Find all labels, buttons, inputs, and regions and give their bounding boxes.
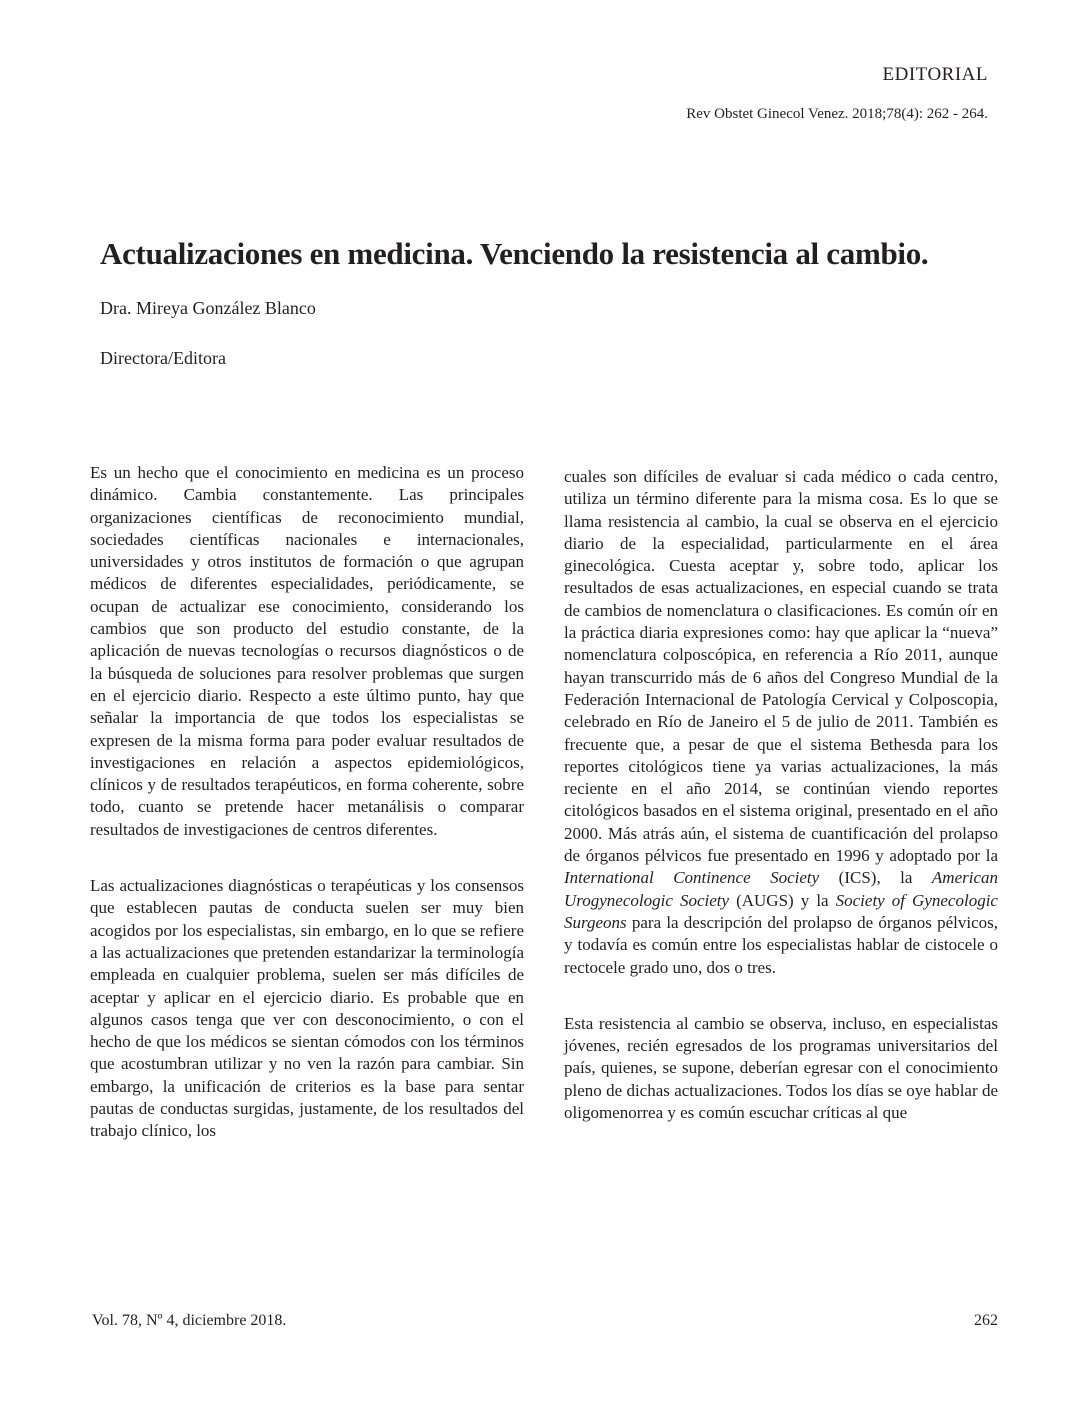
paragraph-text: (AUGS) y la: [729, 890, 836, 910]
organization-name: American Urogynecologic Society: [564, 868, 999, 910]
paragraph: Las actualizaciones diagnósticas o terapéuticas y los consensos que establecen pautas de conducta suelen ser muy bien acogidos por los especialistas, sin embargo, en lo que se refiere a las actualizaciones que pretenden estandarizar la terminología empleada en cualquier problema, suelen ser más difíciles de aceptar y aplicar en el ejercicio diario. Es probable que en algunos casos tenga que ver con desconocimiento, o con el hecho de que los médicos se sientan cómodos con los términos que acostumbran utilizar y no ven la razón para cambiar. Sin embargo, la unificación de criterios es la base para sentar pautas de conductas surgidas, justamente, de los resultados del trabajo clínico, los: [90, 876, 524, 1141]
organization-name: International Continence Society: [564, 868, 820, 888]
article-title: Actualizaciones en medicina. Venciendo la resistencia al cambio.: [100, 236, 929, 271]
paragraph-text: cuales son difíciles de evaluar si cada médico o cada centro, utiliza un término diferente para la misma cosa. Es lo que se llama resistencia al cambio, la cual se observa en el ejercicio diario de la especialidad, particularmente en el área ginecológica. Cuesta aceptar y, sobre todo, aplicar los resultados de esas actualizaciones, en especial cuando se trata de cambios de nomenclatura o clasificaciones. Es común oír en la práctica diaria expresiones como: hay que aplicar la “nueva” nomenclatura colposcópica, en referencia a Río 2011, aunque hayan transcurrido más de 6 años del Congreso Mundial de la Federación Internacional de Patología Cervical y Colposcopia, celebrado en Río de Janeiro el 5 de julio de 2011. También es frecuente que, a pesar de que el sistema Bethesda para los reportes citológicos tiene ya varias actualizaciones, la más reciente en el año 2014, se continúan viendo reportes citológicos basados en el sistema original, presentado en el año 2000. Más atrás aún, el sistema de cuantificación del prolapso de órganos pélvicos fue presentado en 1996 y adoptado por la: [564, 467, 998, 866]
body-column-right: [564, 466, 998, 1124]
paragraph: Esta resistencia al cambio se observa, incluso, en especialistas jóvenes, recién egresados de los programas universitarios del país, quienes, se supone, deberían egresar con el conocimiento pleno de dichas actualizaciones. Todos los días se oye hablar de oligomenorrea y es común escuchar críticas al que: [564, 1013, 998, 1123]
paragraph-text: (ICS), la: [819, 868, 932, 888]
section-label: EDITORIAL: [882, 64, 988, 85]
author-role: Directora/Editora: [100, 348, 226, 368]
paragraph: Es un hecho que el conocimiento en medicina es un proceso dinámico. Cambia constantemente. Las principales organizaciones científicas de reconocimiento mundial, sociedades científicas nacionales e internacionales, universidades y otros institutos de formación o que agrupan médicos de diferentes especialidades, periódicamente, se ocupan de actualizar ese conocimiento, considerando los cambios que son producto del estudio constante, de la aplicación de nuevas tecnologías o recursos diagnósticos o de la búsqueda de soluciones para resolver problemas que surgen en el ejercicio diario. Respecto a este último punto, hay que señalar la importancia de que todos los especialistas se expresen de la misma forma para poder evaluar resultados de investigaciones en relación a aspectos epidemiológicos, clínicos y de resultados terapéuticos, en forma coherente, sobre todo, cuanto se pretende hacer metanálisis o comparar resultados de investigaciones de centros diferentes.: [90, 463, 524, 839]
journal-citation: Rev Obstet Ginecol Venez. 2018;78(4): 262 - 264.: [686, 106, 988, 122]
body-column-left: [90, 462, 524, 1143]
organization-name: Society of Gynecologic Surgeons: [564, 890, 998, 932]
page-number: 262: [974, 1312, 998, 1329]
article-author: Dra. Mireya González Blanco: [100, 298, 316, 318]
issue-info: Vol. 78, Nº 4, diciembre 2018.: [92, 1312, 287, 1329]
paragraph-text: para la descripción del prolapso de órganos pélvicos, y todavía es común entre los especialistas hablar de cistocele o rectocele grado uno, dos o tres.: [564, 912, 998, 977]
paragraph: [564, 466, 998, 979]
